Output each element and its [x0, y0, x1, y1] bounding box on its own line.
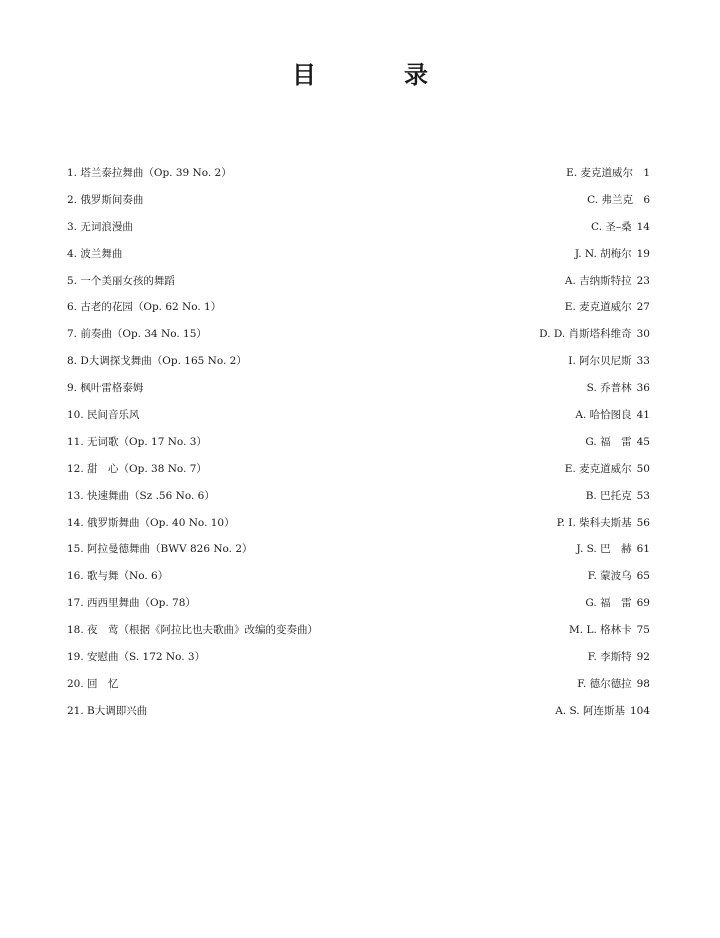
toc-item-title: 9. 枫叶雷格泰姆: [67, 382, 144, 395]
toc-leader-dots: [235, 164, 563, 176]
toc-item-title: 2. 俄罗斯间奏曲: [67, 193, 144, 206]
toc-item: [67, 429, 650, 456]
toc-item-title: 7. 前奏曲（Op. 34 No. 15）: [67, 328, 207, 341]
toc-item-page: 36: [636, 382, 650, 395]
toc-item-composer: C. 圣–桑: [591, 220, 632, 233]
toc-item-composer: B. 巴托克: [585, 489, 632, 502]
toc-item: [67, 698, 650, 725]
toc-item-composer: J. S. 巴 赫: [576, 543, 632, 556]
toc-item-composer: E. 麦克道威尔: [566, 167, 633, 179]
toc-item-page: 45: [636, 435, 650, 448]
toc-item-composer: E. 麦克道威尔: [564, 462, 632, 475]
toc-item-page: 56: [636, 516, 650, 529]
toc-item: [67, 617, 650, 644]
toc-item: [67, 402, 650, 429]
toc-leader-dots: [171, 567, 585, 579]
toc-item-composer: F. 德尔德拉: [577, 677, 632, 690]
toc-item-composer: E. 麦克道威尔: [564, 301, 632, 314]
toc-item-page: 98: [636, 677, 650, 690]
toc-item-page: 6: [643, 193, 650, 206]
toc-leader-dots: [210, 460, 562, 472]
toc-item-title: 19. 安慰曲（S. 172 No. 3）: [67, 651, 206, 664]
toc-list: [67, 160, 650, 725]
toc-item-title: 1. 塔兰泰拉舞曲（Op. 39 No. 2）: [67, 167, 232, 179]
toc-item: [67, 456, 650, 483]
toc-item-title: 14. 俄罗斯舞曲（Op. 40 No. 10）: [67, 516, 235, 529]
toc-item-page: 1: [643, 167, 650, 179]
toc-item-composer: A. 哈恰图良: [575, 409, 632, 422]
toc-item-title: 13. 快速舞曲（Sz .56 No. 6）: [67, 489, 215, 502]
toc-leader-dots: [125, 245, 572, 257]
toc-leader-dots: [146, 379, 583, 391]
toc-item-page: 27: [636, 301, 650, 314]
toc-item-page: 65: [636, 570, 650, 583]
toc-item-composer: A. 吉纳斯特拉: [564, 274, 632, 287]
toc-item-title: 8. D大调探戈舞曲（Op. 165 No. 2）: [67, 355, 247, 368]
toc-item-title: 21. B大调即兴曲: [67, 704, 148, 717]
toc-leader-dots: [136, 218, 588, 230]
toc-item-page: 50: [636, 462, 650, 475]
toc-leader-dots: [224, 298, 562, 310]
toc-leader-dots: [178, 272, 562, 284]
toc-item: [67, 241, 650, 268]
toc-leader-dots: [238, 514, 554, 526]
toc-item-composer: S. 乔普林: [586, 382, 632, 395]
toc-item-page: 75: [636, 624, 650, 637]
toc-item-title: 20. 回 忆: [67, 677, 119, 690]
toc-leader-dots: [210, 433, 583, 445]
toc-leader-dots: [146, 191, 584, 203]
toc-leader-dots: [208, 648, 585, 660]
toc-item-page: 19: [636, 247, 650, 260]
toc-item: [67, 160, 650, 187]
toc-item: [67, 644, 650, 671]
toc-item: [67, 671, 650, 698]
toc-item-title: 6. 古老的花园（Op. 62 No. 1）: [67, 301, 222, 314]
toc-item-composer: F. 蒙波乌: [587, 570, 632, 583]
toc-item: [67, 483, 650, 510]
toc-leader-dots: [143, 406, 573, 418]
page-title: 目 录: [292, 60, 460, 89]
toc-item-title: 15. 阿拉曼德舞曲（BWV 826 No. 2）: [67, 543, 253, 556]
toc-item-composer: G. 福 雷: [585, 435, 632, 448]
toc-item-composer: G. 福 雷: [585, 597, 632, 610]
toc-item-composer: C. 弗兰克: [587, 193, 633, 206]
toc-item-title: 11. 无词歌（Op. 17 No. 3）: [67, 435, 207, 448]
toc-item-page: 69: [636, 597, 650, 610]
toc-item-composer: I. 阿尔贝尼斯: [568, 355, 632, 368]
toc-leader-dots: [122, 675, 575, 687]
toc-item-page: 104: [629, 704, 650, 717]
toc-leader-dots: [199, 594, 583, 606]
toc-item: [67, 294, 650, 321]
toc-item: [67, 563, 650, 590]
toc-item-title: 10. 民间音乐风: [67, 409, 140, 422]
toc-leader-dots: [250, 352, 565, 364]
toc-item: [67, 348, 650, 375]
toc-item: [67, 214, 650, 241]
toc-item-page: 33: [636, 355, 650, 368]
toc-item-title: 17. 西西里舞曲（Op. 78）: [67, 597, 196, 610]
toc-item-title: 16. 歌与舞（No. 6）: [67, 570, 169, 583]
toc-item: [67, 321, 650, 348]
toc-leader-dots: [150, 702, 552, 714]
toc-item-page: 61: [636, 543, 650, 556]
toc-item: [67, 536, 650, 563]
toc-item: [67, 590, 650, 617]
toc-item-title: 3. 无词浪漫曲: [67, 220, 133, 233]
toc-item-page: 92: [636, 651, 650, 664]
toc-item: [67, 375, 650, 402]
toc-item-title: 4. 波兰舞曲: [67, 247, 123, 260]
toc-item-title: 5. 一个美丽女孩的舞蹈: [67, 274, 175, 287]
toc-item-composer: F. 李斯特: [587, 651, 632, 664]
toc-item-page: 23: [636, 274, 650, 287]
toc-leader-dots: [321, 621, 566, 633]
toc-item-composer: D. D. 肖斯塔科维奇: [539, 328, 632, 341]
toc-item-composer: A. S. 阿连斯基: [555, 704, 625, 717]
toc-item-composer: P. I. 柴科夫斯基: [556, 516, 632, 529]
toc-leader-dots: [218, 487, 583, 499]
toc-item-title: 18. 夜 莺（根据《阿拉比也夫歌曲》改编的变奏曲）: [67, 624, 319, 637]
toc-leader-dots: [256, 540, 574, 552]
toc-item-page: 14: [636, 220, 650, 233]
toc-item-page: 41: [636, 409, 650, 422]
toc-item: [67, 510, 650, 537]
toc-item-title: 12. 甜 心（Op. 38 No. 7）: [67, 462, 207, 475]
toc-leader-dots: [210, 325, 536, 337]
toc-item-composer: J. N. 胡梅尔: [574, 247, 632, 260]
toc-item: [67, 187, 650, 214]
toc-item-page: 30: [636, 328, 650, 341]
toc-item-page: 53: [636, 489, 650, 502]
toc-item: [67, 268, 650, 295]
toc-item-composer: M. L. 格林卡: [569, 624, 632, 637]
